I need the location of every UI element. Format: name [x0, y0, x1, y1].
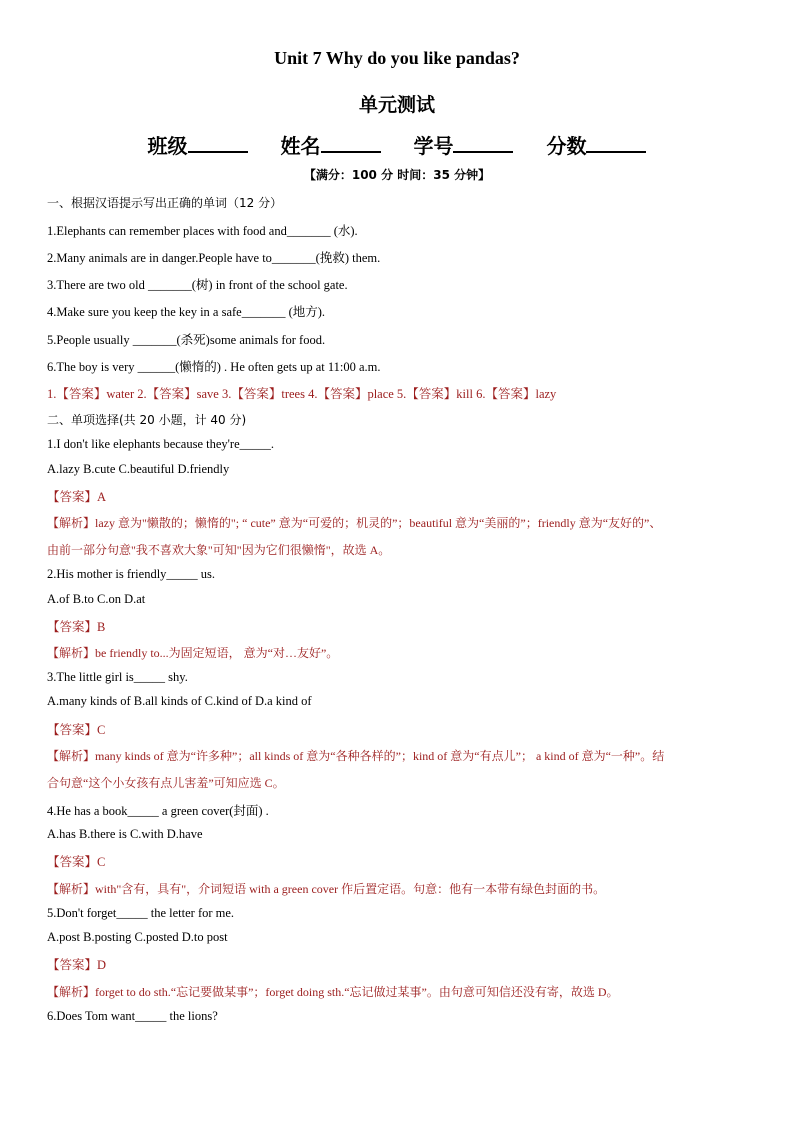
field-name: 姓名	[280, 134, 321, 158]
q3-answer: 【答案】C	[47, 723, 106, 737]
s1-item-4: 4.Make sure you keep the key in a safe_______ (地方).	[47, 305, 326, 319]
student-info-fields	[0, 130, 794, 159]
q5-analysis: 【解析】forget to do sth.“忘记要做某事”；forget doing sth.“忘记做过某事”。由句意可知信还没有寄，故选 D。	[47, 985, 619, 999]
q4-question: 4.He has a book_____ a green cover(封面) .	[47, 804, 269, 818]
q4-analysis: 【解析】with"含有，具有"，介词短语 with a green cover 作后置定语。句意：他有一本带有绿色封面的书。	[47, 882, 606, 896]
q4-options: A.has B.there is C.with D.have	[47, 827, 203, 841]
field-name-blank[interactable]	[321, 133, 381, 153]
s1-answers: 1.【答案】water 2.【答案】save 3.【答案】trees 4.【答案】place 5.【答案】kill 6.【答案】lazy	[47, 387, 557, 401]
q3-options: A.many kinds of B.all kinds of C.kind of D.a kind of	[47, 694, 312, 708]
q2-options: A.of B.to C.on D.at	[47, 592, 146, 606]
q1-analysis-cont: 由前一部分句意"我不喜欢大象"可知"因为它们很懒惰"，故选 A。	[47, 543, 391, 557]
page-subtitle: 单元测试	[358, 94, 435, 116]
exam-meta: 【满分：100 分 时间：35 分钟】	[303, 168, 491, 182]
field-id-blank[interactable]	[453, 133, 513, 153]
section1-heading: 一、根据汉语提示写出正确的单词（12 分）	[47, 196, 283, 210]
field-class: 班级	[147, 134, 188, 158]
q2-analysis: 【解析】be friendly to...为固定短语， 意为“对…友好”。	[47, 646, 339, 660]
s1-item-6: 6.The boy is very ______(懒惰的) . He often gets up at 11:00 a.m.	[47, 360, 381, 374]
s1-item-3: 3.There are two old _______(树) in front of the school gate.	[47, 278, 348, 292]
field-score: 分数	[546, 134, 587, 158]
q1-answer: 【答案】A	[47, 490, 107, 504]
q3-analysis-cont: 合句意“这个小女孩有点儿害羞”可知应选 C。	[47, 776, 285, 790]
page-title: Unit 7 Why do you like pandas?	[274, 48, 520, 68]
q6-question: 6.Does Tom want_____ the lions?	[47, 1009, 218, 1023]
q2-question: 2.His mother is friendly_____ us.	[47, 567, 216, 581]
q2-answer: 【答案】B	[47, 620, 106, 634]
q1-analysis: 【解析】lazy 意为"懒散的；懒惰的"; “ cute” 意为“可爱的；机灵的”；beautiful 意为“美丽的”；friendly 意为“友好的”、	[47, 516, 662, 530]
field-score-blank[interactable]	[586, 133, 646, 153]
q1-options: A.lazy B.cute C.beautiful D.friendly	[47, 462, 230, 476]
q5-question: 5.Don't forget_____ the letter for me.	[47, 906, 235, 920]
field-class-blank[interactable]	[188, 133, 248, 153]
s1-item-5: 5.People usually _______(杀死)some animals for food.	[47, 333, 326, 347]
field-id: 学号	[413, 134, 454, 158]
q5-answer: 【答案】D	[47, 958, 107, 972]
s1-item-2: 2.Many animals are in danger.People have to_______(挽救) them.	[47, 251, 381, 265]
q4-answer: 【答案】C	[47, 855, 106, 869]
s1-item-1: 1.Elephants can remember places with food and_______ (水).	[47, 224, 358, 238]
q3-analysis: 【解析】many kinds of 意为“许多种”；all kinds of 意为“各种各样的”；kind of 意为“有点儿”； a kind of 意为“一种”。结	[47, 749, 665, 763]
q1-question: 1.I don't like elephants because they're_____.	[47, 437, 275, 451]
q5-options: A.post B.posting C.posted D.to post	[47, 930, 228, 944]
section2-heading: 二、单项选择(共 20 小题，计 40 分)	[47, 413, 247, 427]
q3-question: 3.The little girl is_____ shy.	[47, 670, 188, 684]
